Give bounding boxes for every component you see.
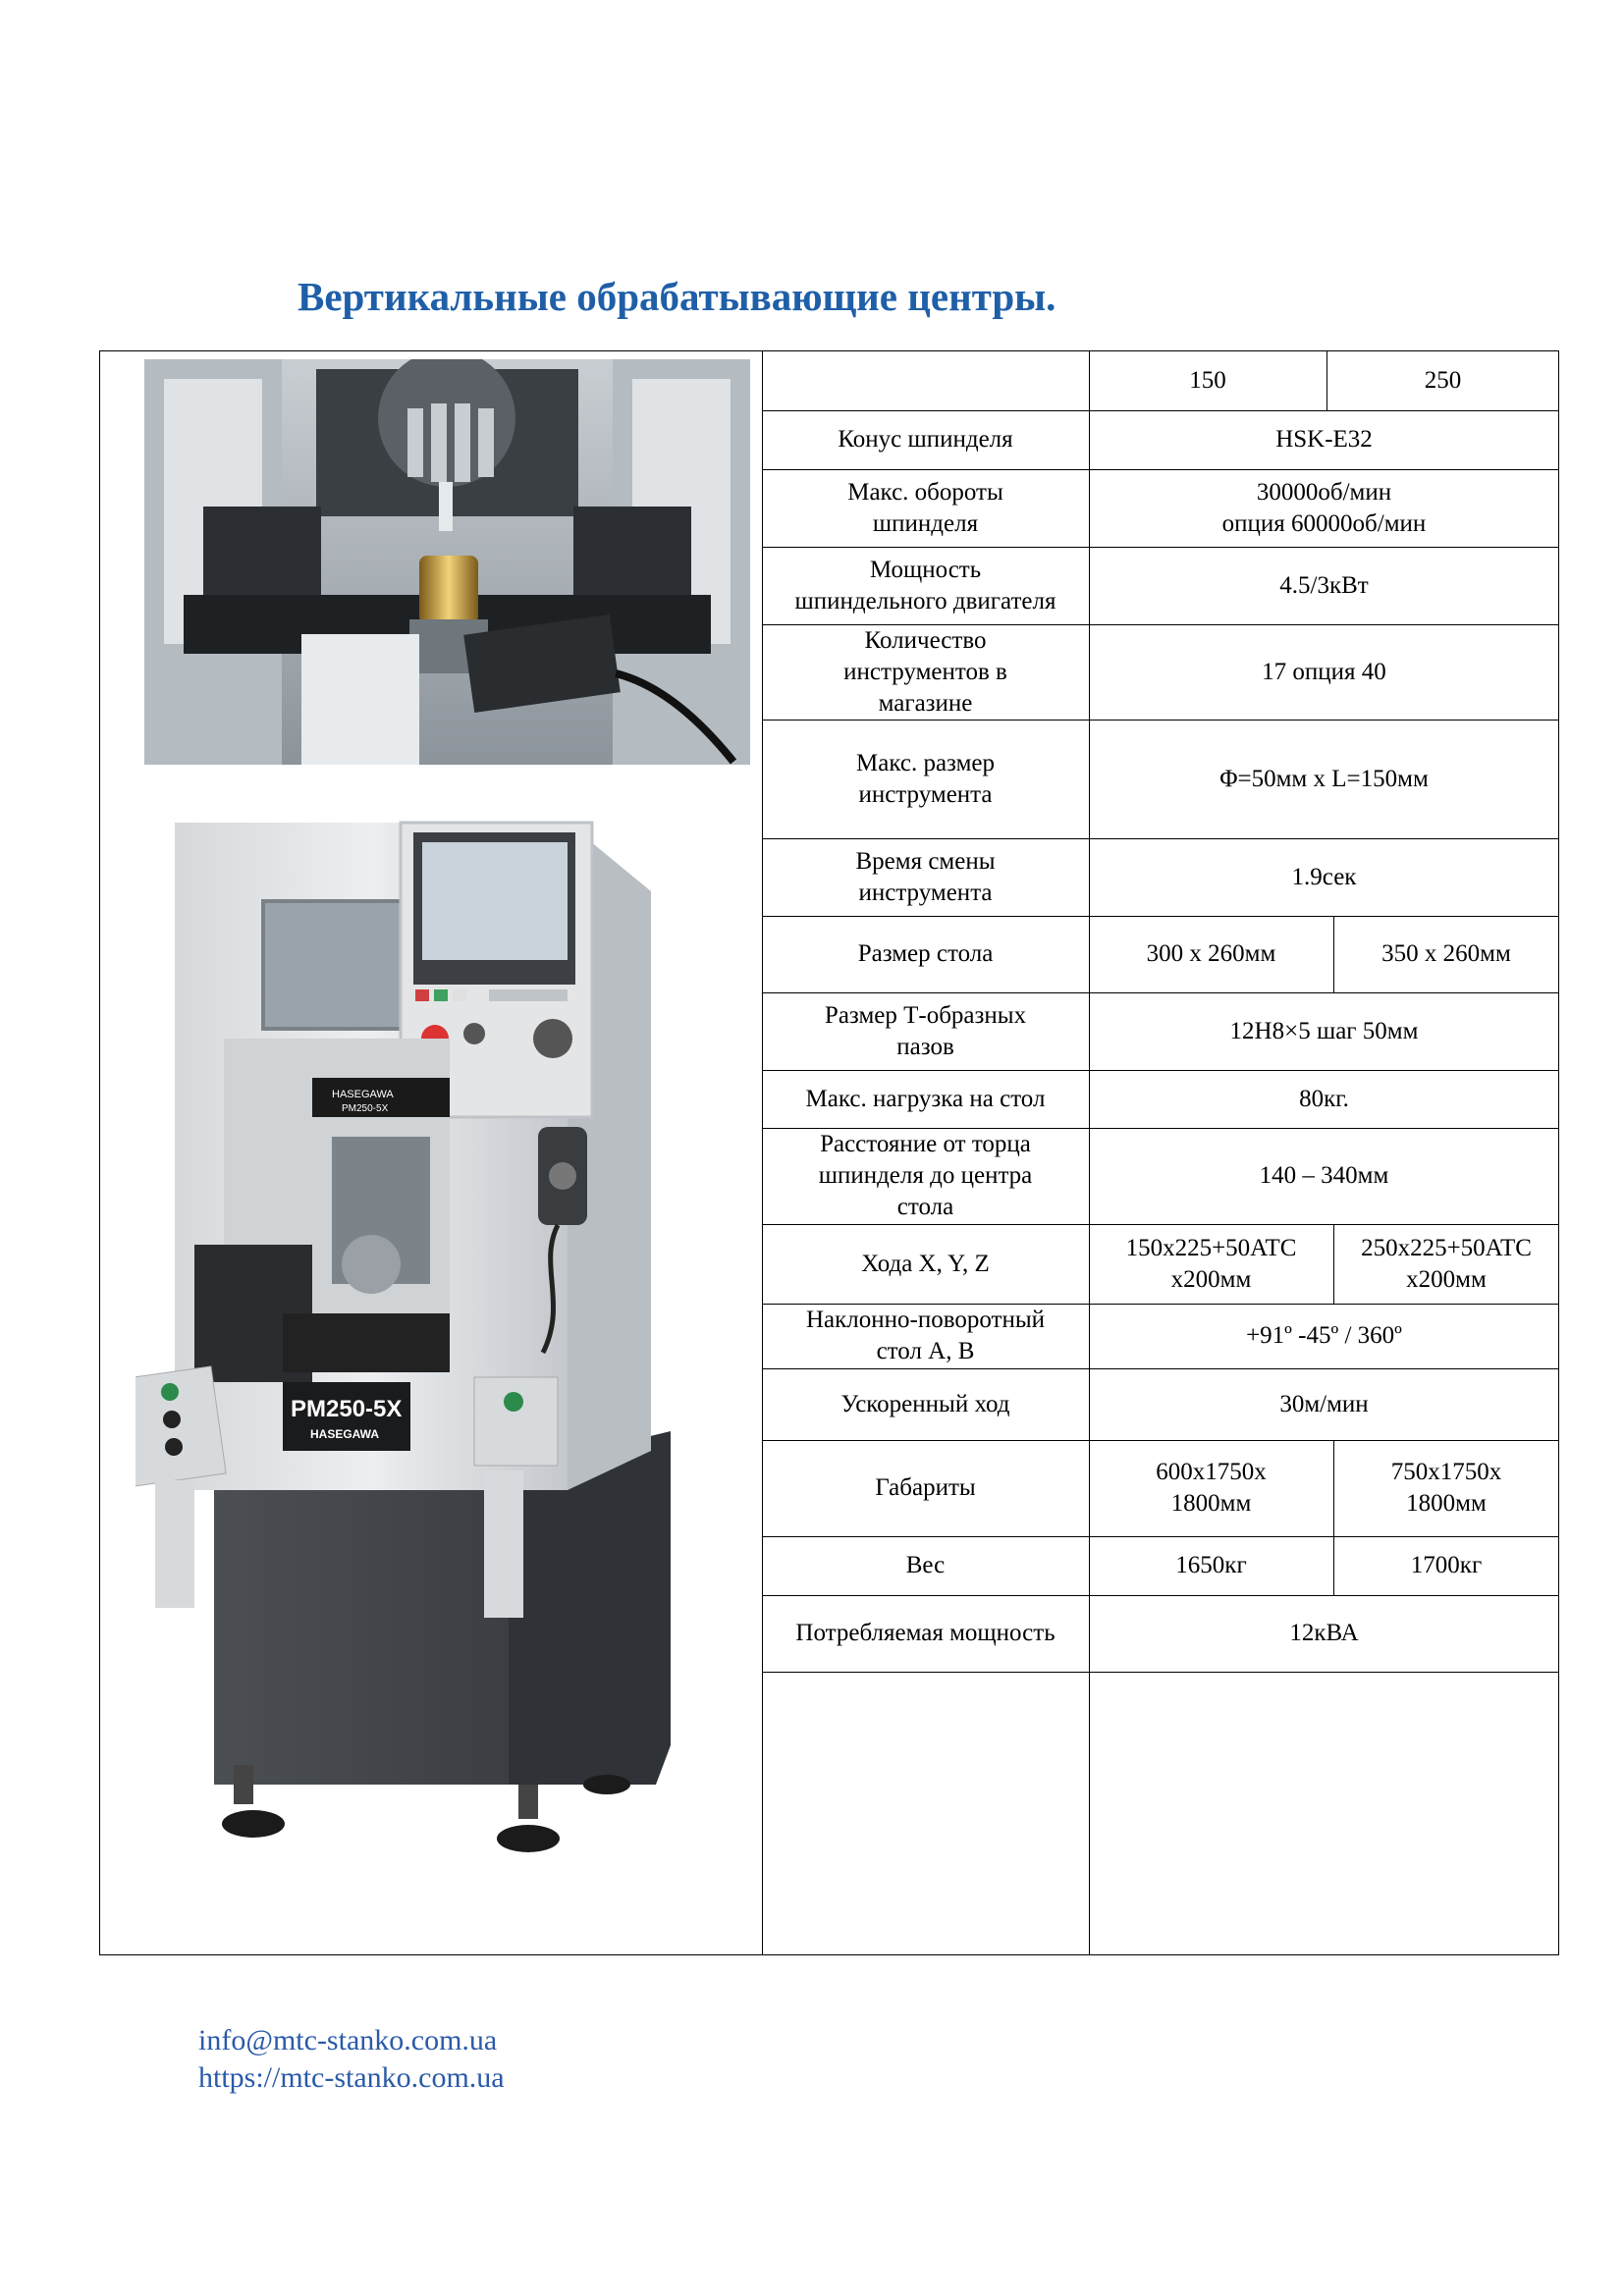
- panel-model: PM250-5X: [342, 1103, 389, 1114]
- spec-label: Макс. размер инструмента: [856, 749, 995, 808]
- spindle-interior-photo: [144, 359, 750, 765]
- spec-label: Габариты: [875, 1474, 976, 1501]
- spec-value-250: 350 х 260мм: [1381, 940, 1511, 967]
- spec-value: HSK-E32: [1275, 426, 1373, 453]
- spec-value: 12H8×5 шаг 50мм: [1229, 1017, 1419, 1044]
- spec-label: Хода X, Y, Z: [861, 1250, 990, 1277]
- spec-value: 17 опция 40: [1262, 658, 1386, 685]
- spec-label: Мощность шпиндельного двигателя: [794, 556, 1056, 614]
- spec-value-250: 1700кг: [1410, 1552, 1483, 1578]
- spec-label: Ускоренный ход: [840, 1390, 1010, 1417]
- logo-model: PM250-5X: [291, 1396, 403, 1422]
- spec-value: 4.5/3кВт: [1279, 571, 1369, 599]
- spec-value-250: 250x225+50ATC x200мм: [1361, 1234, 1532, 1293]
- spec-value-150: 600x1750x 1800мм: [1156, 1459, 1267, 1517]
- spec-value-150: 300 х 260мм: [1146, 940, 1276, 967]
- spec-label: Потребляемая мощность: [795, 1620, 1056, 1646]
- footer-email[interactable]: info@mtc-stanko.com.ua: [198, 2024, 498, 2056]
- spec-value: Φ=50мм x L=150мм: [1219, 765, 1429, 792]
- spec-value: 80кг.: [1299, 1085, 1349, 1112]
- spec-value: 30000об/мин опция 60000об/мин: [1221, 478, 1427, 537]
- spec-label: Количество инструментов в магазине: [843, 626, 1007, 717]
- panel-brand: HASEGAWA: [332, 1089, 394, 1100]
- spec-value: +91º -45º / 360º: [1246, 1322, 1402, 1349]
- spec-value: 140 – 340мм: [1259, 1162, 1389, 1189]
- spec-label: Размер Т-образных пазов: [824, 1001, 1027, 1060]
- footer-website[interactable]: https://mtc-stanko.com.ua: [198, 2061, 505, 2094]
- model-150: 150: [1189, 366, 1226, 394]
- machine-photo: [135, 803, 685, 1864]
- spec-label: Размер стола: [857, 940, 994, 967]
- spec-label: Наклонно-поворотный стол А, В: [805, 1307, 1046, 1364]
- spec-value: 30м/мин: [1279, 1390, 1369, 1417]
- spec-label: Время смены инструмента: [855, 847, 996, 906]
- spec-value: 12кВА: [1289, 1620, 1359, 1646]
- model-250: 250: [1424, 366, 1462, 394]
- spec-value: 1.9сек: [1291, 863, 1357, 890]
- spec-label: Расстояние от торца шпинделя до центра стола: [818, 1131, 1033, 1220]
- spec-label: Конус шпинделя: [838, 426, 1013, 453]
- spec-label: Макс. нагрузка на стол: [805, 1085, 1046, 1112]
- logo-brand: HASEGAWA: [310, 1427, 380, 1441]
- spec-value-250: 750x1750x 1800мм: [1390, 1459, 1502, 1517]
- spec-value-150: 1650кг: [1175, 1552, 1247, 1578]
- spec-label: Макс. обороты шпинделя: [847, 478, 1003, 537]
- row-line: [762, 1672, 1559, 1673]
- spec-value-150: 150x225+50ATC x200мм: [1125, 1234, 1297, 1293]
- spec-label: Вес: [905, 1552, 946, 1578]
- page-title: Вертикальные обрабатывающие центры.: [298, 274, 1056, 319]
